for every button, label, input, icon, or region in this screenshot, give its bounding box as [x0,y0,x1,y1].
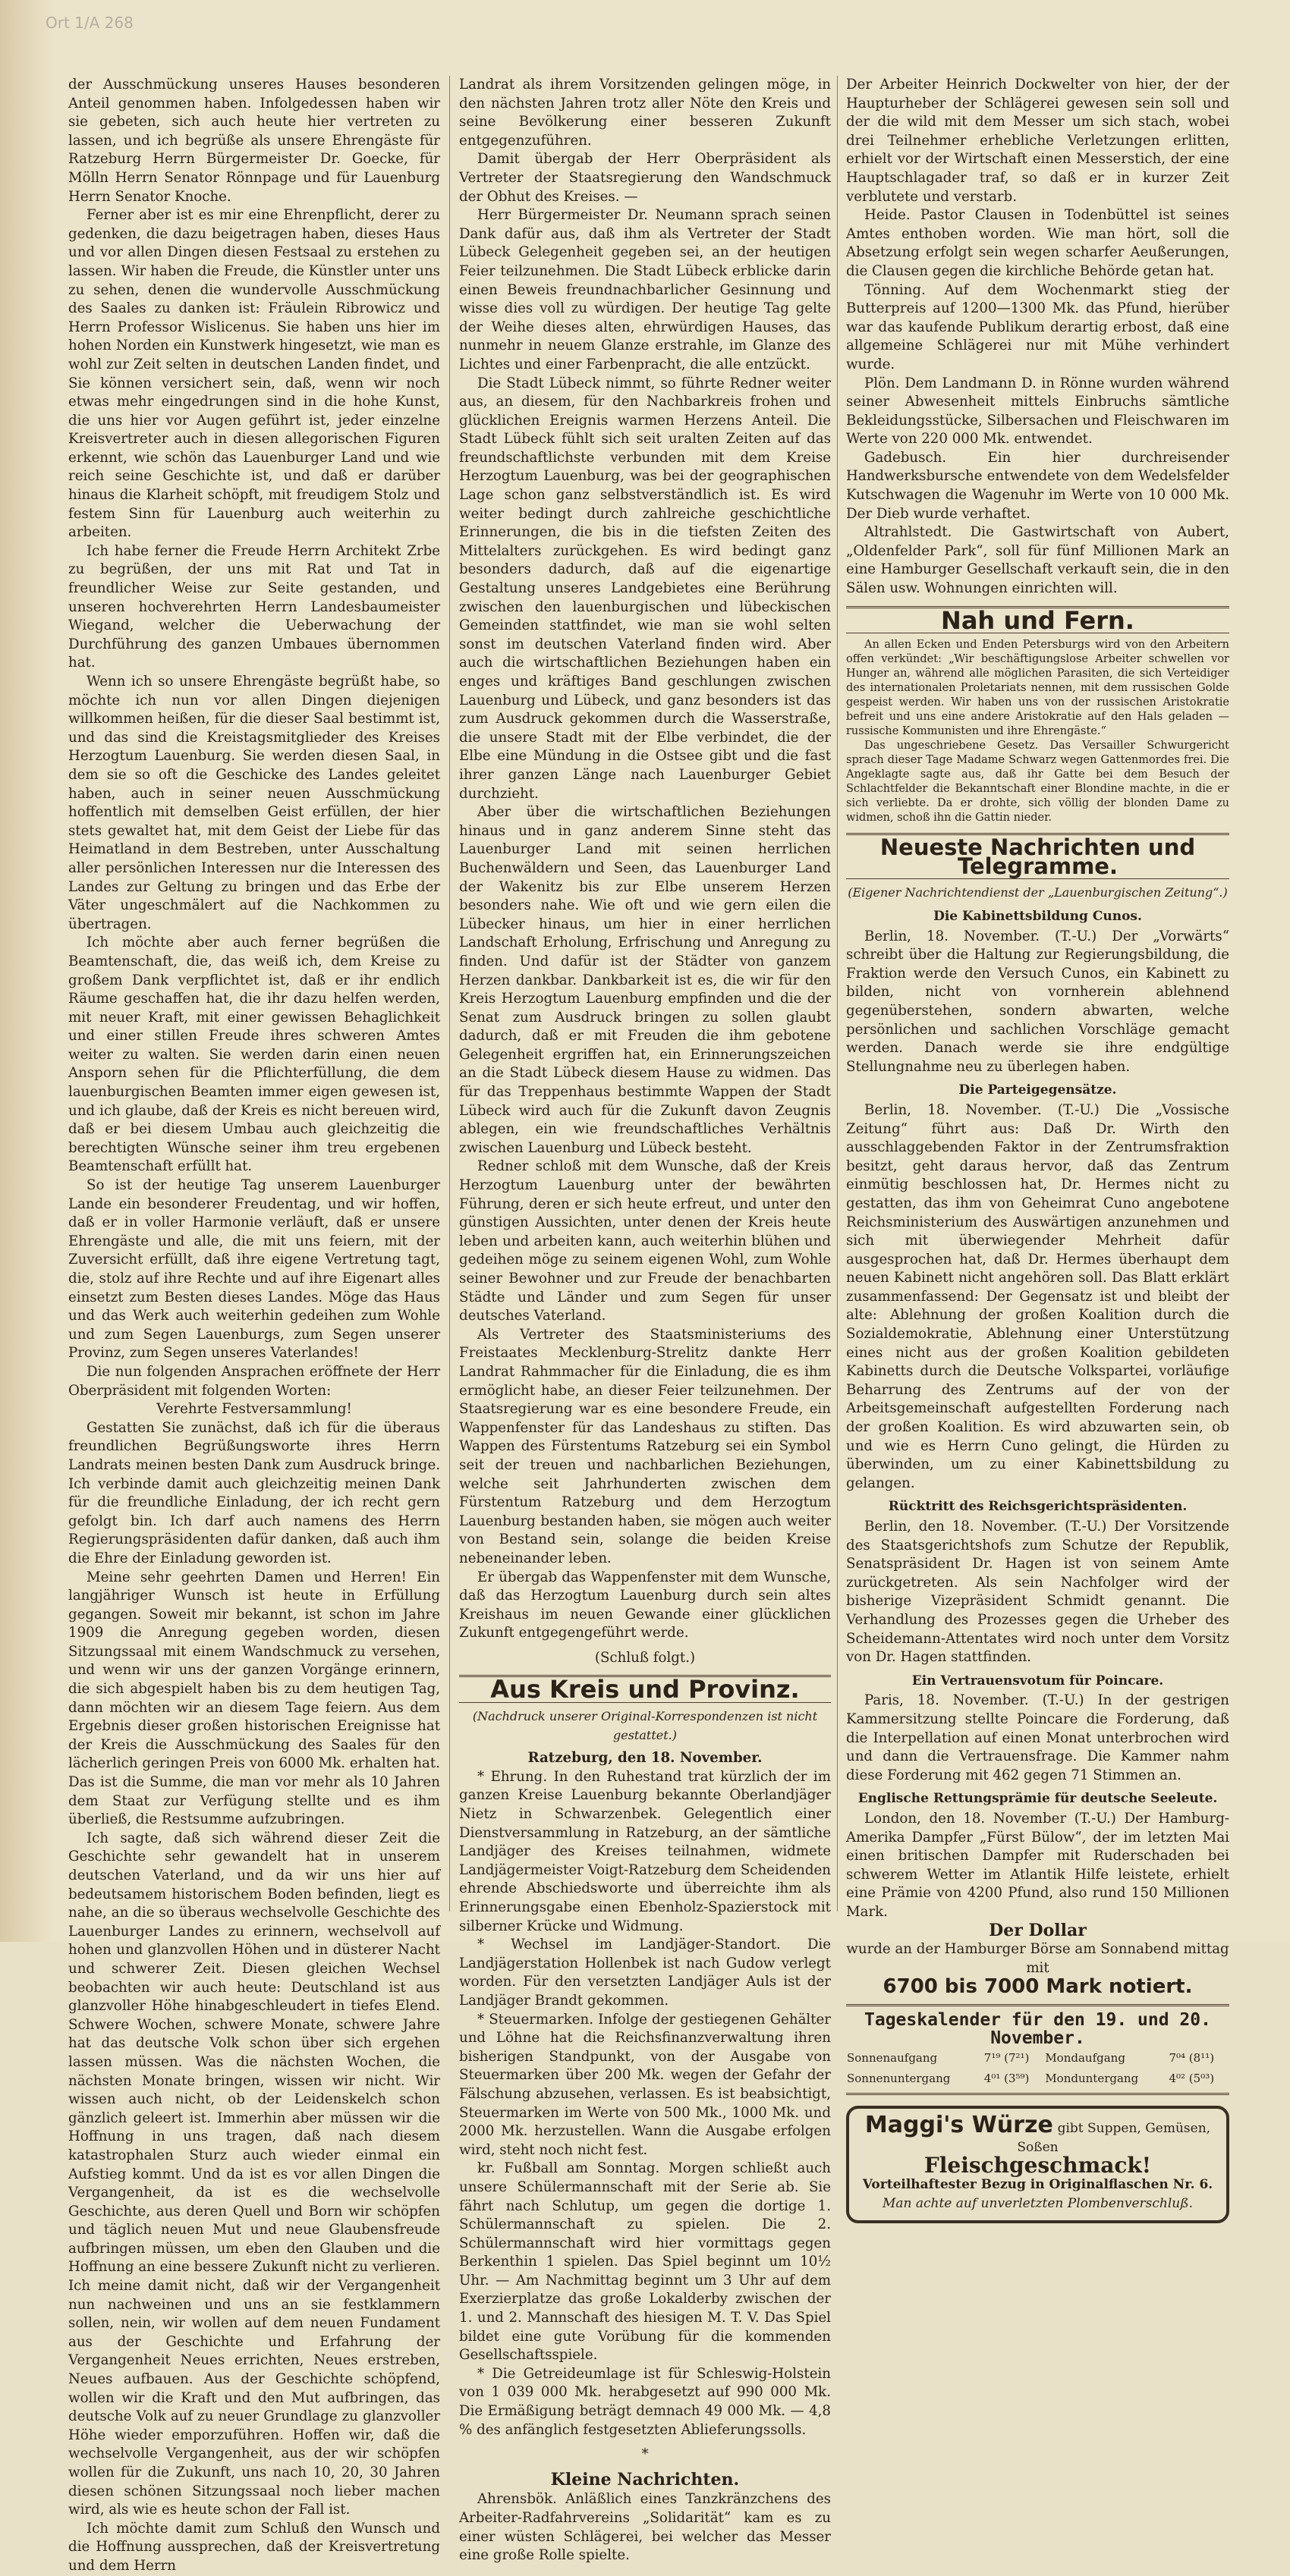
paragraph: Als Vertreter des Staatsministeriums des Freistaates Mecklenburg-Strelitz dankte Herr Landrat Rahmmacher für die Einladung, die es ihm ermöglicht habe, an dieser Feier teilzunehmen. Der Staatsregierung war es eine besondere Freude, ein Wappenfenster für das Landeshaus zu stiften. Das Wappen des Fürstentums Ratzeburg sei ein Symbol seit der treuen und nachbarlichen Beziehungen, welche seit Jahrhunderten zwischen dem Fürstentum Ratzeburg und dem Herzogtum Lauenburg bestanden haben, sie mögen auch weiter von Bestand sein, solange die beiden Kreise nebeneinander leben. [459,1326,831,1566]
news-item: Gadebusch. Ein hier durchreisender Handwerksbursche entwendete von dem Wedelsfelder Kutschwagen die Wagenuhr im Werte von 10 000 Mk. Der Dieb wurde verhaftet. [846,449,1229,522]
paragraph: Meine sehr geehrten Damen und Herren! Ein langjähriger Wunsch ist heute in Erfüllung gegangen. Soweit mir bekannt, ist schon im Jahre 1909 die Anregung gegeben worden, diesen Sitzungssaal mit einem Wandschmuck zu versehen, und wenn wir uns der ganzen Vorgänge erinnern, die sich abgespielt haben bis zu dem heutigen Tag, dann möchten wir an diesem Tage feiern. Aus dem Ergebnis dieser großen historischen Ereignisse hat der Kreis die Ausschmückung des Saales für den lächerlich geringen Preis von 6000 Mk. erhalten hat. Das ist die Summe, die man vor mehr als 10 Jahren dem Staat zur Verfügung stellte und es ihm überließ, die Restsumme aufzubringen. [68,1569,440,1828]
separator-star: * [641,2446,649,2463]
column-2 [459,76,831,2564]
salutation: Verehrte Festversammlung! [156,1401,352,1418]
news-item: Das ungeschriebene Gesetz. Das Versailler Schwurgericht sprach dieser Tage Madame Schwarz wegen Gattenmordes frei. Die Angeklagte sagte aus, daß ihr Gatte bei dem Besuch der Schlachtfelder die Bekanntschaft einer Blondine machte, in die er sich verliebte. Da er drohte, sich völlig der blonden Dame zu widmen, schoß ihn die Gattin nieder. [846,740,1229,825]
calendar-table [846,2048,1229,2088]
ad-line: Vorteilhaftester Bezug in Originalflaschen Nr. 6. [862,2177,1213,2192]
archive-stamp: Ort 1/A 268 [46,14,134,32]
paragraph: Landrat als ihrem Vorsitzenden gelingen möge, in den nächsten Jahren trotz aller Nöte den Kreis und seine Bevölkerung einer besseren Zukunft entgegenzuführen. [459,77,831,149]
paragraph: Ich möchte damit zum Schluß den Wunsch und die Hoffnung aussprechen, daß der Kreisvertretung und dem Herrn [68,2520,440,2574]
paragraph: Wenn ich so unsere Ehrengäste begrüßt habe, so möchte ich nun vor allen Dingen diejenigen willkommen heißen, für die dieser Saal bestimmt ist, und das sind die Kreistagsmitglieder des Kreises Herzogtum Lauenburg. Sie werden diesen Saal, in dem sie so oft die Geschicke des Landes geleitet haben, auch in seiner neuen Ausschmückung hoffentlich mit demselben Geist erfüllen, der hier stets gewaltet hat, mit dem Geist der Liebe für das Heimatland in dem Bestreben, unter Ausschaltung aller persönlichen Interessen nur die Interessen des Landes zur Geltung zu bringen und das Erbe der Väter ungeschmälert auf die Nachkommen zu übertragen. [68,674,440,932]
dollar-box [846,1921,1229,1999]
table-cell: Sonnenuntergang [847,2071,951,2085]
paragraph: Ich sagte, daß sich während dieser Zeit die Geschichte sehr gewandelt hat in unserem deutschen Vaterland, und da wir uns hier auf bedeutsamem historischem Boden befinden, liegt es nahe, an die so überaus wechselvolle Geschichte des Lauenburger Landes zu erinnern, wechselvoll auf hohen und glanzvollen Höhen und in düsterer Nacht und schwerer Zeit. Diesen gleichen Wechsel beobachten wir auch heute: Deutschland ist aus glanzvoller Höhe hinabgeschleudert in tiefes Elend. Schwere Wochen, schwere Monate, schwere Jahre hat das deutsche Volk schon über sich ergehen lassen müssen. Was die nächsten Wochen, die nächsten Monate bringen, wissen wir nicht. Wir wissen auch nicht, ob der Leidenskelch schon gänzlich geleert ist. Immerhin aber müssen wir die Hoffnung in uns tragen, daß nach diesem katastrophalen Sturz auch wieder einmal ein Aufstieg kommt. Und da ist es vor allen Dingen die Vergangenheit, da ist es die wechselvolle Geschichte, aus deren Quell und Born wir schöpfen und täglich neuen Mut und neue Glaubensfreude aufbringen müssen, um eben den Glauben und die Hoffnung an eine bessere Zukunft nicht zu verlieren. Ich meine damit nicht, daß wir der Vergangenheit nun nachweinen und uns an sie festklammern sollen, nein, wir wollen auf dem neuen Fundament aus der Geschichte und Erfahrung der Vergangenheit Neues errichten, Neues erstreben, Neues aufbauen. Aus der Geschichte schöpfend, wollen wir die Kraft und den Mut aufbringen, das deutsche Volk auf zu neuer Grundlage zu glanzvoller Höhe wieder emporzuführen. Hoffen wir, daß die wechselvolle Vergangenheit, aus der wir schöpfen wollen für die Zukunft, uns nach 10, 20, 30 Jahren diesen schönen Sitzungssaal noch lieber machen wird, als wie es heute schon der Fall ist. [68,1830,440,2518]
news-item: An allen Ecken und Enden Petersburgs wird von den Arbeitern offen verkündet: „Wir beschäftigungslose Arbeiter schwellen vor Hunger an, während alle möglichen Parasiten, die sich Verteidiger des internationalen Proletariats nennen, mit dem russischen Golde gespeist werden. Wir haben uns von der russischen Aristokratie befreit und uns eine andere Aristokratie auf den Hals geladen — russische Kommunisten und ihre Ehrengäste.“ [846,639,1229,738]
telegram-headline: Die Kabinettsbildung Cunos. [933,909,1142,924]
paragraph: Aber über die wirtschaftlichen Beziehungen hinaus und in ganz anderem Sinne steht das Lauenburger Land mit seinen herrlichen Buchenwäldern und Seen, das Lauenburger Land der Wakenitz bis zur Elbe unserem Herzen besonders nahe. Wie oft und wie gern eilen die Lübecker hinaus, um hier in einer herrlichen Landschaft Erholung, Erfrischung und Anregung zu finden. Und dafür ist der Städter von ganzem Herzen dankbar. Dankbarkeit ist es, die wir für den Kreis Herzogtum Lauenburg empfinden und die der Senat zum Ausdruck bringen zu sollen glaubt dadurch, daß er mit Freuden die ihm gebotene Gelegenheit ergriffen hat, ein Erinnerungszeichen an die Stadt Lübeck diesem Hause zu widmen. Das für das Treppenhaus bestimmte Wappen der Stadt Lübeck wird auch für die Zukunft davon Zeugnis ablegen, ein wie freundschaftliches Verhältnis zwischen Lauenburg und Lübeck besteht. [459,804,831,1156]
table-cell: 7¹⁹ (7²¹) [983,2051,1030,2066]
column-1 [68,76,440,2574]
column-3 [846,76,1229,2211]
section-heading-kleine: Kleine Nachrichten. [550,2469,740,2490]
news-item: * Wechsel im Landjäger-Standort. Die Landjägerstation Hollenbek ist nach Gudow verlegt worden. Für den versetzten Landjäger Auls ist der Landjäger Brandt gekommen. [459,1937,831,2009]
paragraph: Herr Bürgermeister Dr. Neumann sprach seinen Dank dafür aus, daß ihm als Vertreter der Stadt Lübeck Gelegenheit gegeben sei, an der heutigen Feier teilzunehmen. Die Stadt Lübeck erblicke darin einen Beweis freundnachbarlicher Gesinnung und wisse dies voll zu würdigen. Der heutige Tag gelte der Weihe dieses alten, ehrwürdigen Hauses, das nunmehr in neuem Glanze erstrahle, im Glanze des Lichtes und einer Farbenpracht, die alle entzückt. [459,207,831,372]
column-rule [837,76,838,1912]
continued-note: (Schluß folgt.) [594,1649,696,1666]
paragraph: Damit übergab der Herr Oberpräsident als Vertreter der Staatsregierung den Wandschmuck der Obhut des Kreises. — [459,151,831,205]
paragraph: So ist der heutige Tag unserem Lauenburger Lande ein besonderer Freudentag, und wir hoffen, daß er in voller Harmonie verläuft, daß er unsere Ehrengäste und alle, die mit uns feiern, mit der Zuversicht erfüllt, daß ihre eigene Vertretung tagt, die, stolz auf ihre Rechte und auf ihre Eigenart alles einsetzt zum Besten dieses Landes. Möge das Haus und das Werk auch weiterhin gedeihen zum Wohle und zum Segen Lauenburgs, zum Segen unserer Provinz, zum Segen unseres Vaterlandes! [68,1177,440,1362]
ad-line: Man achte auf unverletzten Plombenverschluß. [882,2195,1194,2211]
dollar-line: wurde an der Hamburger Börse am Sonnabend mittag mit [846,1941,1229,1976]
table-row [846,2048,1229,2069]
column-rule [449,76,450,1912]
news-item: kr. Fußball am Sonntag. Morgen schließt auch unsere Schülermannschaft mit der Serie ab. Sie fährt nach Schlutup, um gegen die dortige 1. Schülermannschaft zu spielen. Die 2. Schülermannschaft wird hier vormittags gegen Berkenthin 1 spielen. Das Spiel beginnt um 10½ Uhr. — Am Nachmittag beginnt um 3 Uhr auf dem Exerzierplatze das große Lokalderby zwischen der 1. und 2. Mannschaft des hiesigen M. T. V. Das Spiel bildet eine gute Vorübung für die kommenden Gesellschaftsspiele. [459,2160,831,2364]
section-subtitle: (Eigener Nachrichtendienst der „Lauenburgischen Zeitung“.) [848,885,1228,900]
news-item: Heide. Pastor Clausen in Todenbüttel ist seines Amtes enthoben worden. Wie man hört, soll die Absetzung erfolgt sein wegen scharfer Aeußerungen, die Clausen gegen die kirchliche Behörde getan hat. [846,207,1229,279]
paragraph: Ferner aber ist es mir eine Ehrenpflicht, derer zu gedenken, die dazu beigetragen haben, dieses Haus und vor allen Dingen diesen Festsaal zu erstehen zu lassen. Wir haben die Freude, die Künstler unter uns zu sehen, denen die wundervolle Ausschmückung des Saales zu danken ist: Fräulein Ribrowicz und Herrn Professor Wislicenus. Sie haben uns hier im hohen Norden ein Kunstwerk hingesetzt, wie man es wohl zur Zeit selten in deutschen Landen findet, und Sie können versichert sein, daß, wenn wir noch etwas mehr eingedrungen sind in die hohe Kunst, die uns hier vor Augen geführt ist, jeder einzelne Kreisvertreter auch in diesen allegorischen Figuren erkennt, wie schön das Lauenburger Land und wie reich seine Geschichte ist, und daß er darüber hinaus die Klarheit schöpft, mit freudigem Stolz und festem Sinn für Lauenburg auch weiterhin zu arbeiten. [68,207,440,541]
telegram-text: Berlin, den 18. November. (T.-U.) Der Vorsitzende des Staatsgerichtshofs zum Schutze der Republik, Senatspräsident Dr. Hagen ist von seinem Amte zurückgetreten. Als sein Nachfolger wird der bisherige Vizepräsident Schmidt genannt. Die Verhandlung des Prozesses gegen die Urheber des Scheidemann-Attentates wird noch unter dem Vorsitz von Dr. Hagen stattfinden. [846,1519,1229,1666]
telegram-headline: Rücktritt des Reichsgerichtspräsidenten. [888,1499,1188,1515]
page-edge [0,0,53,1942]
calendar-title: Tageskalender für den 19. und 20. November. [864,2009,1211,2049]
telegram-text: Paris, 18. November. (T.-U.) In der gestrigen Kammersitzung stellte Poincare die Forderung, daß die Interpellation auf einen Monat unterbrochen wird und dann die Vertrauensfrage. Die Kammer nahm diese Forderung mit 462 gegen 71 Stimmen an. [846,1692,1229,1783]
paragraph: Redner schloß mit dem Wunsche, daß der Kreis Herzogtum Lauenburg unter der bewährten Führung, deren er sich heute erfreut, und unter den günstigen Aussichten, unter denen der Kreis heute leben und arbeiten kann, auch weiterhin blühen und gedeihen möge zu seinem eigenen Wohl, zum Wohle seiner Bewohner und zur Freude der benachbarten Städte und Länder und zum Segen für unser deutsches Vaterland. [459,1158,831,1324]
telegram-headline: Die Parteigegensätze. [958,1082,1117,1098]
telegram-text: Berlin, 18. November. (T.-U.) Der „Vorwärts“ schreibt über die Haltung zur Regierungsbildung, die Fraktion werde den Versuch Cunos, ein Kabinett zu bilden, nicht von vornherein ablehnend gegenüberstehen, sondern abwarten, welche persönlichen und sachlichen Vorschläge gemacht werden. Danach werde sie ihre endgültige Stellungnahme neu zu überlegen haben. [846,928,1229,1075]
news-item: * Steuermarken. Infolge der gestiegenen Gehälter und Löhne hat die Reichsfinanzverwaltung ihren bisherigen Standpunkt, von der Ausgabe von Steuermarken über 200 Mk. wegen der Gefahr der Fälschung abzusehen, verlassen. Es ist beabsichtigt, Steuermarken im Werte von 500 Mk., 1000 Mk. und 2000 Mk. herzustellen. Wann die Ausgabe erfolgen wird, steht noch nicht fest. [459,2011,831,2158]
dateline: Ratzeburg, den 18. November. [527,1750,763,1767]
paragraph: Die Stadt Lübeck nimmt, so führte Redner weiter aus, an diesem, für den Nachbarkreis frohen und glücklichen Ereignis warmen Herzens Anteil. Die Stadt Lübeck fühlt sich seit uralten Zeiten auf das freundschaftlichste verbunden mit dem Kreise Herzogtum Lauenburg, was bei der geographischen Lage schon ganz selbstverständlich ist. Es wird weiter bedingt durch zahlreiche geschichtliche Erinnerungen, die bis in die tiefsten Zeiten des Mittelalters zurückgehen. Es wird bedingt ganz besonders dadurch, daß auf die eigenartige Gestaltung unseres Landgebietes eine Berührung zwischen den lauenburgischen und lübeckischen Gemeinden stattfindet, wie man sie wohl selten sonst im deutschen Vaterland finden wird. Aber auch die wirtschaftlichen Beziehungen haben ein enges und kräftiges Band geschlungen zwischen Lauenburg und Lübeck, und ganz besonders ist das zum Ausdruck gekommen durch die Wasserstraße, die unsere Stadt mit der Elbe verbindet, die der Elbe eine Mündung in die Ostsee gibt und die fast ihrer ganzen Länge nach Lauenburger Gebiet durchzieht. [459,375,831,802]
telegram-headline: Ein Vertrauensvotum für Poincare. [911,1673,1164,1689]
paragraph: Gestatten Sie zunächst, daß ich für die überaus freundlichen Begrüßungsworte ihres Herrn Landrats meinen besten Dank zum Ausdruck bringe. Ich verbinde damit auch gleichzeitig meinen Dank für die freundliche Einladung, der ich recht gern gefolgt bin. Ich darf auch namens des Herrn Regierungspräsidenten dafür danken, daß auch ihm die Ehre der Einladung geworden ist. [68,1419,440,1566]
paragraph: Ich habe ferner die Freude Herrn Architekt Zrbe zu begrüßen, der uns mit Rat und Tat in freundlicher Weise zur Seite gestanden, und unseren hochverehrten Herrn Landesbaumeister Wiegand, welcher die Ueberwachung der Durchführung des ganzen Umbaues übernommen hat. [68,542,440,671]
news-item: Der Arbeiter Heinrich Dockwelter von hier, der der Haupturheber der Schlägerei gewesen sein soll und der die wild mit dem Messer um sich stach, wobei drei Teilnehmer erhebliche Verletzungen erlitten, erhielt vor der Wirtschaft einen Messerstich, der eine Hauptschlagader traf, so daß er in kurzer Zeit verblutete und verstarb. [846,77,1229,205]
news-item: * Die Getreideumlage ist für Schleswig-Holstein von 1 039 000 Mk. herabgesetzt auf 990 000 Mk. Die Ermäßigung beträgt demnach 49 000 Mk. — 4,8 % des anfänglich festgesetzten Ablieferungssolls. [459,2365,831,2438]
telegram-text: London, den 18. November (T.-U.) Der Hamburg-Amerika Dampfer „Fürst Bülow“, der im letzten Mai einen britischen Dampfer mit Ruderschaden bei schwerem Wetter im Atlantik Hilfe leistete, erhielt eine Prämie von 4200 Pfund, also rund 150 Millionen Mark. [846,1810,1229,1920]
table-cell: Mondaufgang [1045,2051,1125,2066]
table-cell: Sonnenaufgang [847,2051,938,2066]
day-calendar [846,2004,1229,2095]
news-item: Plön. Dem Landmann D. in Rönne wurden während seiner Abwesenheit mittels Einbruchs sämtliche Bekleidungsstücke, Silbersachen und Fleischwaren im Werte von 220 000 Mk. entwendet. [846,375,1229,448]
telegram-headline: Englische Rettungsprämie für deutsche Seeleute. [857,1791,1218,1807]
ad-slogan: Fleischgeschmack! [923,2153,1152,2179]
paragraph: Ich möchte aber auch ferner begrüßen die Beamtenschaft, die, das weiß ich, dem Kreise zu großem Dank verpflichtet ist, daß er ihr endlich Räume geschaffen hat, die ihr dazu helfen werden, mit neuer Kraft, mit einer gewissen Behaglichkeit und einer stillen Freude ihres schweren Amtes weiter zu walten. Sie werden darin einen neuen Ansporn sehen für die Pflichterfüllung, die dem lauenburgischen Beamten immer eigen gewesen ist, und ich glaube, daß der Kreis es nicht bereuen wird, daß er bei diesem Umbau auch gleichzeitig die berechtigten Wünsche seiner ihm treu ergebenen Beamtenschaft erfüllt hat. [68,935,440,1175]
paragraph: Er übergab das Wappenfenster mit dem Wunsche, daß das Herzogtum Lauenburg durch sein altes Kreishaus im neuen Gewande einer glücklichen Zukunft entgegengeführt werde. [459,1569,831,1641]
table-cell: 4⁰¹ (3⁵⁹) [983,2071,1030,2085]
ad-brand: Maggi's Würze [864,2112,1053,2139]
table-cell: 7⁰⁴ (8¹¹) [1169,2051,1215,2066]
dollar-value: 6700 bis 7000 Mark notiert. [883,1975,1193,1999]
table-cell: 4⁰² (5⁰³) [1169,2071,1215,2085]
news-item: * Ehrung. In den Ruhestand trat kürzlich der im ganzen Kreise Lauenburg bekannte Oberlandjäger Nietz in Schwarzenbek. Gelegentlich einer Dienstversammlung in Ratzeburg, an der sämtliche Landjäger des Kreises teilnahmen, widmete Landjägermeister Voigt-Ratzeburg dem Scheidenden ehrende Abschiedsworte und überreichte ihm als Erinnerungsgabe einen Ebenholz-Spazierstock mit silberner Krücke und Widmung. [459,1768,831,1934]
telegram-text: Berlin, 18. November. (T.-U.) Die „Vossische Zeitung“ führt aus: Daß Dr. Wirth den ausschlaggebenden Faktor in der Zentrumsfraktion besitzt, geht daraus hervor, daß das Zentrum einmütig beschlossen hat, Dr. Hermes nicht zu gestatten, das ihm von Geheimrat Cuno angebotene Reichsministerium des Auswärtigen anzunehmen und sich mit überwiegender Mehrheit dafür ausgesprochen hat, daß Dr. Hermes überhaupt dem neuen Kabinett nicht angehören soll. Das Blatt erklärt zusammenfassend: Der Gegensatz ist und bleibt der alte: Ablehnung der großen Koalition durch die Sozialdemokratie, Ablehnung einer Unterstützung eines nicht aus der großen Koalition gebildeten Kabinetts durch die Deutsche Volkspartei, vorläufige Beharrung des Zentrums auf der von der Arbeitsgemeinschaft aufgestellten Forderung nach der großen Koalition. Es wird abzuwarten sein, ob und wie es Herrn Cuno gelingt, die Hürden zu überwinden, um zu einer Kabinettsbildung zu gelangen. [846,1101,1229,1491]
section-heading-kreis: Aus Kreis und Provinz. [459,1675,831,1703]
news-item: Tönning. Auf dem Wochenmarkt stieg der Butterpreis auf 1200—1300 Mk. das Pfund, hierüber war das kaufende Publikum derartig erbost, daß eine allgemeine Schlägerei nur mit Mühe verhindert wurde. [846,281,1229,372]
table-row [846,2069,1229,2089]
news-item: Altrahlstedt. Die Gastwirtschaft von Aubert, „Oldenfelder Park“, soll für fünf Millionen Mark an eine Hamburger Gesellschaft verkauft sein, die in den Sälen usw. Wohnungen einrichten will. [846,524,1229,597]
section-heading-telegramme: Neueste Nachrichten und Telegramme. [846,833,1229,879]
table-cell: Monduntergang [1045,2071,1139,2085]
section-heading-nah: Nah und Fern. [846,606,1229,634]
paragraph: Die nun folgenden Ansprachen eröffnete der Herr Oberpräsident mit folgenden Worten: [68,1363,440,1399]
section-subtitle: (Nachdruck unserer Original-Korrespondenzen ist nicht gestattet.) [472,1709,818,1742]
maggi-advertisement [846,2106,1229,2223]
dollar-title: Der Dollar [989,1921,1087,1941]
paragraph: der Ausschmückung unseres Hauses besonderen Anteil genommen haben. Infolgedessen haben wir sie gebeten, sich auch heute hier vertreten zu lassen, und ich begrüße als unsere Ehrengäste für Ratzeburg Herrn Bürgermeister Dr. Goecke, für Mölln Herrn Senator Rönnpage und für Lauenburg Herrn Senator Knoche. [68,77,440,205]
news-item: Ahrensbök. Anläßlich eines Tanzkränzchens des Arbeiter-Radfahrvereins „Solidarität“ kam es zu einer wüsten Schlägerei, bei welcher das Messer eine große Rolle spielte. [459,2491,831,2564]
ad-line: gibt Suppen, Gemüsen, Soßen [1017,2121,1211,2155]
